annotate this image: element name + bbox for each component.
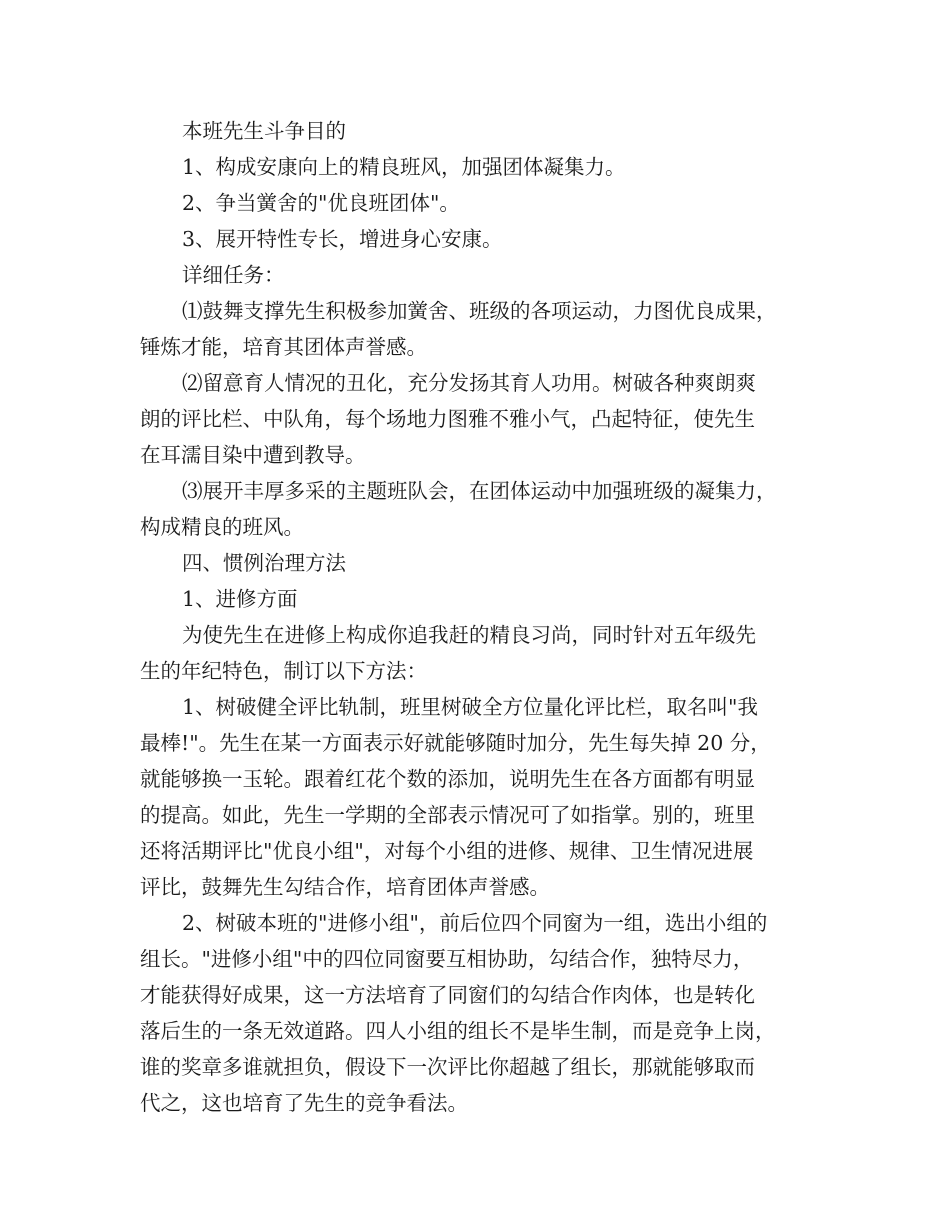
text-line: 在耳濡目染中遭到教导。 (140, 443, 366, 467)
text-line: ⑶展开丰厚多采的主题班队会，在团体运动中加强班级的凝集力， (182, 479, 777, 503)
text-line: 2、争当黉舍的"优良班团体"。 (182, 191, 460, 215)
text-line: ⑵留意育人情况的丑化，充分发扬其育人功用。树破各种爽朗爽 (182, 371, 756, 395)
text-line: 本班先生斗争目的 (182, 119, 346, 143)
text-line: 为使先生在进修上构成你追我赶的精良习尚，同时针对五年级先 (182, 623, 756, 647)
text-line: 2、树破本班的"进修小组"，前后位四个同窗为一组，选出小组的 (182, 911, 768, 935)
text-line: 四、惯例治理方法 (182, 551, 346, 575)
text-line: 锤炼才能，培育其团体声誉感。 (140, 335, 427, 359)
text-line: 1、树破健全评比轨制，班里树破全方位量化评比栏，取名叫"我 (182, 695, 758, 719)
text-line: 落后生的一条无效道路。四人小组的组长不是毕生制，而是竞争上岗， (140, 1019, 776, 1043)
text-line: 1、进修方面 (182, 587, 298, 611)
text-line: 才能获得好成果，这一方法培育了同窗们的勾结合作肉体，也是转化 (140, 983, 755, 1007)
text-line: 谁的奖章多谁就担负，假设下一次评比你超越了组长，那就能够取而 (140, 1055, 755, 1079)
text-line: 朗的评比栏、中队角，每个场地力图雅不雅小气，凸起特征，使先生 (140, 407, 755, 431)
text-line: 生的年纪特色，制订以下方法： (140, 659, 427, 683)
text-line: 最棒!"。先生在某一方面表示好就能够随时加分，先生每失掉 20 分， (140, 731, 771, 755)
text-line: 的提高。如此，先生一学期的全部表示情况可了如指掌。别的，班里 (140, 803, 755, 827)
text-line: 代之，这也培育了先生的竞争看法。 (140, 1091, 468, 1115)
text-line: 评比，鼓舞先生勾结合作，培育团体声誉感。 (140, 875, 550, 899)
text-line: ⑴鼓舞支撑先生积极参加黉舍、班级的各项运动，力图优良成果， (182, 299, 777, 323)
text-line: 构成精良的班风。 (140, 515, 304, 539)
text-line: 1、构成安康向上的精良班风，加强团体凝集力。 (182, 155, 626, 179)
document-body (140, 113, 820, 1121)
text-line: 详细任务： (182, 263, 285, 287)
text-line: 就能够换一玉轮。跟着红花个数的添加，说明先生在各方面都有明显 (140, 767, 755, 791)
text-line: 组长。"进修小组"中的四位同窗要互相协助，勾结合作，独特尽力， (140, 947, 754, 971)
text-line: 还将活期评比"优良小组"，对每个小组的进修、规律、卫生情况进展 (140, 839, 754, 863)
text-line: 3、展开特性专长，增进身心安康。 (182, 227, 503, 251)
